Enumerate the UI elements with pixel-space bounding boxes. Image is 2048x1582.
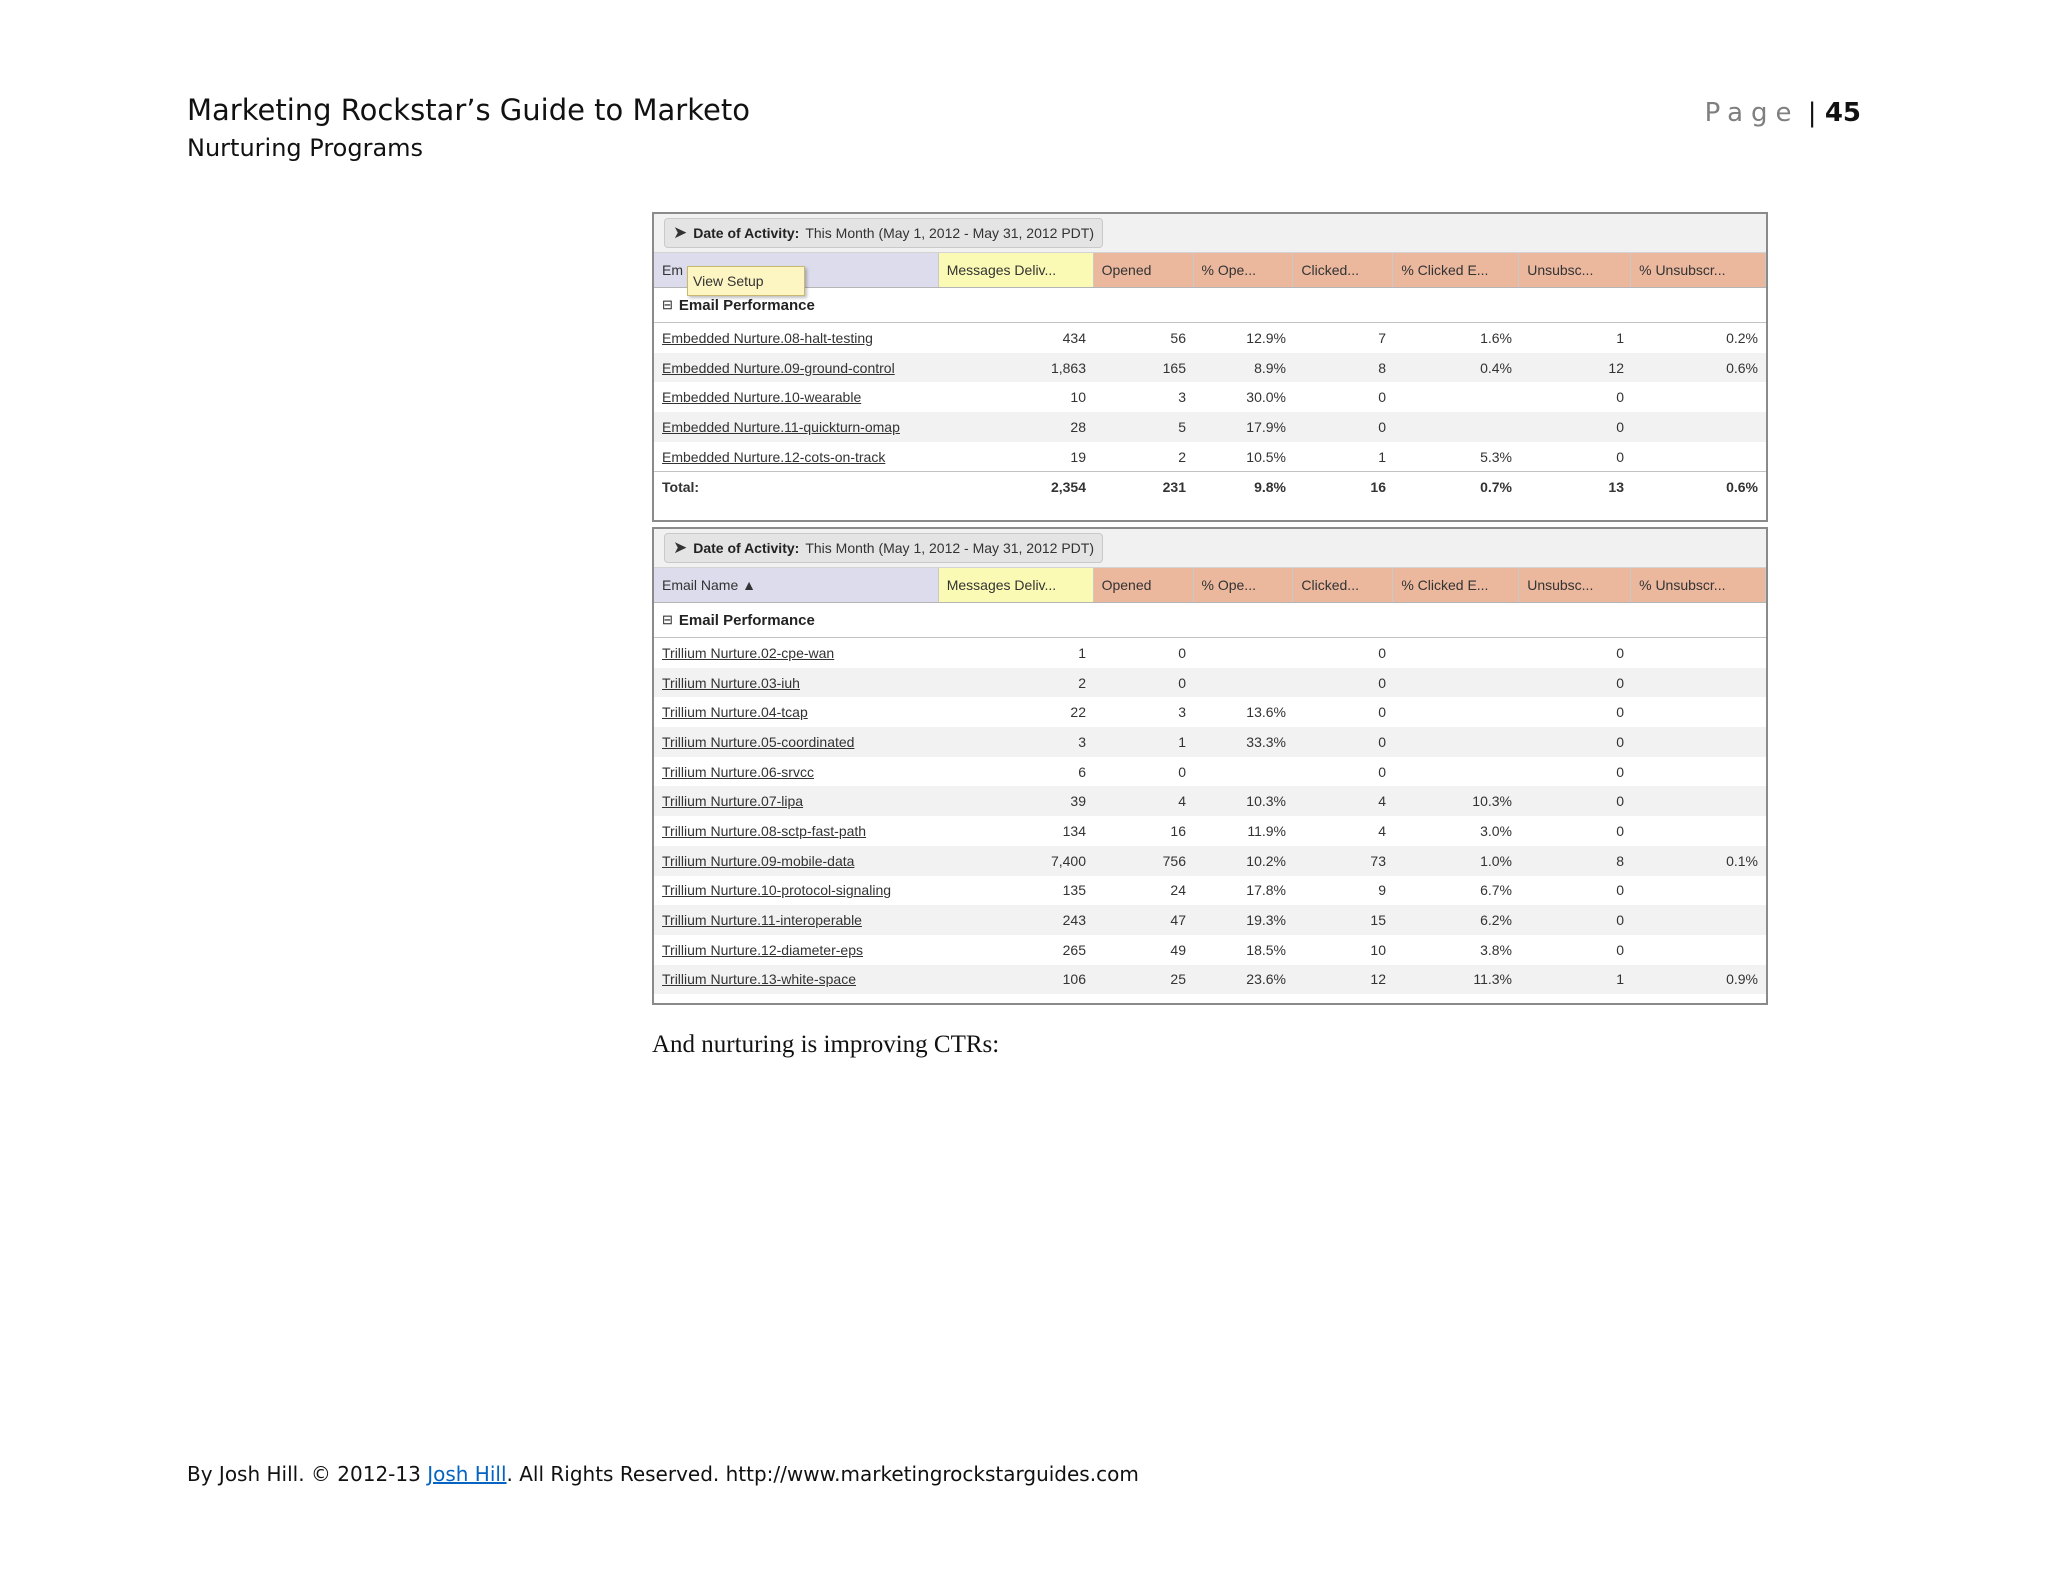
table-row (654, 727, 1766, 757)
page-number-label (1705, 98, 1861, 128)
table-row (654, 876, 1766, 906)
cell-email-name (654, 846, 939, 876)
cell-pct-clicked: 5.3% (1480, 448, 1512, 465)
table-row (654, 412, 1766, 442)
email-name-link[interactable]: Embedded Nurture.09-ground-control (662, 359, 895, 376)
cell-pct-opened: 10.5% (1246, 448, 1286, 465)
cell-messages-delivered: 28 (939, 412, 1094, 442)
cell-opened: 4 (1094, 786, 1194, 816)
author-link[interactable]: Josh Hill (427, 1462, 507, 1486)
cell-pct-unsubscribed (1632, 382, 1766, 412)
cell-opened: 56 (1170, 329, 1186, 346)
performance-table-1 (654, 323, 1766, 502)
cell-pct-clicked: 6.7% (1480, 882, 1512, 899)
column-header-pct-opened[interactable]: % Ope... (1194, 253, 1294, 287)
date-filter-label: Date of Activity: (693, 225, 800, 241)
cell-opened: 47 (1094, 905, 1194, 935)
cell-pct-unsubscribed: 0.2% (1726, 329, 1758, 346)
column-header-clicked[interactable]: Clicked... (1293, 568, 1393, 602)
cell-email-name (654, 905, 939, 935)
total-pct-unsubscribed: 0.6% (1632, 472, 1766, 502)
cell-clicked: 0 (1378, 704, 1386, 721)
date-filter-pill[interactable] (664, 533, 1103, 563)
total-row (654, 472, 1766, 502)
table-row (654, 816, 1766, 846)
email-name-link[interactable]: Trillium Nurture.03-iuh (662, 674, 800, 691)
cell-unsubscribed: 0 (1616, 882, 1624, 899)
date-filter-bar (654, 529, 1766, 568)
cell-unsubscribed: 0 (1616, 704, 1624, 721)
total-clicked: 16 (1294, 472, 1394, 502)
date-filter-pill[interactable] (664, 218, 1103, 248)
email-name-link[interactable]: Embedded Nurture.10-wearable (662, 389, 862, 406)
cell-clicked: 73 (1294, 846, 1394, 876)
cell-unsubscribed: 0 (1616, 763, 1624, 780)
cell-pct-opened: 33.3% (1194, 727, 1294, 757)
cell-messages-delivered: 134 (1062, 822, 1086, 839)
cell-messages-delivered: 1,863 (939, 353, 1094, 383)
cell-opened: 0 (1178, 763, 1186, 780)
section-label: Email Performance (678, 296, 815, 314)
column-header-unsubscribed[interactable]: Unsubsc... (1519, 253, 1631, 287)
performance-table-2 (654, 638, 1766, 994)
cell-email-name (654, 786, 939, 816)
table-row (654, 905, 1766, 935)
column-header-pct-clicked[interactable]: % Clicked E... (1393, 253, 1519, 287)
cell-opened: 3 (1178, 704, 1186, 721)
cell-unsubscribed: 8 (1520, 846, 1632, 876)
cell-clicked: 0 (1294, 412, 1394, 442)
cell-unsubscribed: 0 (1520, 786, 1632, 816)
cell-email-name (654, 757, 939, 787)
cell-messages-delivered: 135 (1062, 882, 1086, 899)
cell-clicked: 4 (1294, 786, 1394, 816)
table-row (654, 638, 1766, 668)
cell-clicked: 0 (1294, 668, 1394, 698)
email-name-link[interactable]: Embedded Nurture.08-halt-testing (662, 329, 873, 346)
cell-pct-clicked (1394, 638, 1520, 668)
cell-opened: 16 (1170, 822, 1186, 839)
cell-clicked: 0 (1378, 644, 1386, 661)
cell-messages-delivered: 6 (1078, 763, 1086, 780)
cell-unsubscribed: 0 (1616, 941, 1624, 958)
cell-email-name (654, 697, 939, 727)
cell-messages-delivered: 22 (1070, 704, 1086, 721)
email-name-link[interactable]: Trillium Nurture.09-mobile-data (662, 852, 855, 869)
email-performance-report-2 (652, 527, 1768, 1005)
cell-unsubscribed: 0 (1520, 727, 1632, 757)
cell-unsubscribed: 0 (1616, 448, 1624, 465)
cell-messages-delivered: 243 (939, 905, 1094, 935)
cell-messages-delivered: 39 (939, 786, 1094, 816)
cell-opened: 24 (1170, 882, 1186, 899)
email-name-link[interactable]: Trillium Nurture.02-cpe-wan (662, 644, 835, 661)
cell-pct-unsubscribed (1632, 905, 1766, 935)
email-name-link[interactable]: Trillium Nurture.05-coordinated (662, 733, 855, 750)
column-header-clicked[interactable]: Clicked... (1293, 253, 1393, 287)
cell-clicked: 15 (1294, 905, 1394, 935)
cell-pct-opened: 10.3% (1194, 786, 1294, 816)
cell-messages-delivered: 7,400 (939, 846, 1094, 876)
cell-messages-delivered: 434 (1062, 329, 1086, 346)
total-pct-opened: 9.8% (1194, 472, 1294, 502)
cell-pct-clicked (1394, 697, 1520, 727)
column-header-messages-delivered[interactable]: Messages Deliv... (939, 253, 1094, 287)
column-header-pct-unsubscribed[interactable]: % Unsubscr... (1631, 568, 1766, 602)
footer (187, 1462, 1139, 1486)
table-row (654, 935, 1766, 965)
collapse-icon[interactable]: ⊟ (662, 612, 673, 627)
document-title: Marketing Rockstar’s Guide to Marketo (187, 93, 750, 127)
cell-opened: 0 (1094, 668, 1194, 698)
cell-opened: 25 (1094, 965, 1194, 995)
cell-pct-opened: 18.5% (1246, 941, 1286, 958)
table-row (654, 786, 1766, 816)
footer-text-rest: . All Rights Reserved. http://www.marketingrockstarguides.com (506, 1462, 1139, 1486)
cell-email-name (654, 935, 939, 965)
pin-icon: ➤ (673, 223, 688, 242)
cell-email-name (654, 668, 939, 698)
cell-pct-opened: 12.9% (1246, 329, 1286, 346)
cell-pct-unsubscribed: 0.9% (1632, 965, 1766, 995)
cell-opened: 49 (1170, 941, 1186, 958)
section-email-performance[interactable] (654, 603, 1766, 638)
cell-email-name (654, 816, 939, 846)
email-name-link[interactable]: Trillium Nurture.04-tcap (662, 704, 808, 721)
view-setup-tooltip[interactable]: View Setup (687, 266, 805, 296)
date-filter-value: This Month (May 1, 2012 - May 31, 2012 PDT) (805, 225, 1094, 241)
cell-email-name (654, 382, 939, 412)
cell-pct-clicked (1394, 668, 1520, 698)
cell-clicked: 0 (1378, 389, 1386, 406)
cell-pct-clicked (1394, 382, 1520, 412)
cell-pct-clicked: 6.2% (1394, 905, 1520, 935)
cell-unsubscribed: 0 (1520, 905, 1632, 935)
cell-email-name (654, 727, 939, 757)
cell-email-name (654, 442, 939, 472)
column-header-row (654, 253, 1766, 288)
page-label: Page (1704, 98, 1800, 128)
date-filter-label: Date of Activity: (693, 540, 800, 556)
cell-pct-opened: 23.6% (1194, 965, 1294, 995)
section-email-performance[interactable] (654, 288, 1766, 323)
column-header-row (654, 568, 1766, 603)
cell-pct-unsubscribed: 0.6% (1632, 353, 1766, 383)
footer-text: By Josh Hill. © 2012-13 (187, 1462, 428, 1486)
body-caption: And nurturing is improving CTRs: (652, 1031, 1000, 1058)
column-header-messages-delivered[interactable]: Messages Deliv... (939, 568, 1094, 602)
table-row (654, 965, 1766, 995)
cell-unsubscribed: 12 (1520, 353, 1632, 383)
cell-unsubscribed: 0 (1520, 412, 1632, 442)
cell-pct-unsubscribed: 0.1% (1632, 846, 1766, 876)
cell-pct-opened: 17.8% (1246, 882, 1286, 899)
cell-clicked: 4 (1378, 822, 1386, 839)
email-name-link[interactable]: Trillium Nurture.13-white-space (662, 971, 856, 988)
cell-email-name (654, 876, 939, 906)
cell-pct-opened: 30.0% (1246, 389, 1286, 406)
cell-email-name (654, 965, 939, 995)
column-header-email-name[interactable]: Em (654, 253, 939, 287)
cell-opened: 2 (1178, 448, 1186, 465)
cell-pct-unsubscribed (1632, 668, 1766, 698)
cell-opened: 3 (1178, 389, 1186, 406)
cell-messages-delivered: 1 (1078, 644, 1086, 661)
cell-pct-opened: 17.9% (1194, 412, 1294, 442)
cell-messages-delivered: 10 (1070, 389, 1086, 406)
cell-email-name (654, 412, 939, 442)
cell-unsubscribed: 0 (1616, 389, 1624, 406)
total-email-name: Total: (654, 472, 939, 502)
cell-pct-unsubscribed (1632, 876, 1766, 906)
column-header-pct-clicked[interactable]: % Clicked E... (1393, 568, 1519, 602)
email-name-link[interactable]: Trillium Nurture.07-lipa (662, 793, 804, 810)
date-filter-bar (654, 214, 1766, 253)
cell-opened: 1 (1094, 727, 1194, 757)
total-opened: 231 (1094, 472, 1194, 502)
cell-pct-clicked (1394, 757, 1520, 787)
email-name-link[interactable]: Trillium Nurture.11-interoperable (662, 912, 862, 929)
cell-messages-delivered: 265 (1062, 941, 1086, 958)
cell-pct-opened (1194, 638, 1294, 668)
cell-unsubscribed: 1 (1616, 329, 1624, 346)
table-row (654, 442, 1766, 472)
section-label: Email Performance (678, 611, 815, 629)
column-header-opened[interactable]: Opened (1094, 253, 1194, 287)
table-row (654, 382, 1766, 412)
cell-pct-opened: 19.3% (1194, 905, 1294, 935)
cell-pct-unsubscribed (1632, 638, 1766, 668)
total-messages-delivered: 2,354 (939, 472, 1094, 502)
cell-messages-delivered: 19 (1070, 448, 1086, 465)
cell-pct-clicked: 3.0% (1480, 822, 1512, 839)
email-name-link[interactable]: Trillium Nurture.12-diameter-eps (662, 941, 863, 958)
cell-pct-opened: 13.6% (1246, 704, 1286, 721)
cell-pct-unsubscribed (1632, 816, 1766, 846)
cell-clicked: 0 (1378, 763, 1386, 780)
cell-pct-opened: 11.9% (1247, 822, 1286, 839)
cell-pct-opened: 8.9% (1194, 353, 1294, 383)
total-pct-clicked: 0.7% (1394, 472, 1520, 502)
cell-email-name (654, 638, 939, 668)
cell-pct-unsubscribed (1632, 757, 1766, 787)
pin-icon: ➤ (673, 538, 688, 557)
cell-opened: 165 (1094, 353, 1194, 383)
cell-opened: 0 (1178, 644, 1186, 661)
cell-pct-unsubscribed (1632, 727, 1766, 757)
cell-pct-opened: 10.2% (1194, 846, 1294, 876)
email-name-link[interactable]: Embedded Nurture.12-cots-on-track (662, 448, 886, 465)
table-row (654, 353, 1766, 383)
cell-messages-delivered: 106 (939, 965, 1094, 995)
cell-clicked: 1 (1378, 448, 1386, 465)
table-row (654, 323, 1766, 353)
cell-pct-unsubscribed (1632, 935, 1766, 965)
cell-clicked: 9 (1378, 882, 1386, 899)
email-name-link[interactable]: Trillium Nurture.10-protocol-signaling (662, 882, 892, 899)
cell-pct-unsubscribed (1632, 412, 1766, 442)
cell-opened: 756 (1094, 846, 1194, 876)
cell-pct-clicked (1394, 727, 1520, 757)
total-unsubscribed: 13 (1520, 472, 1632, 502)
cell-pct-opened (1194, 757, 1294, 787)
cell-pct-clicked (1394, 412, 1520, 442)
cell-pct-clicked: 3.8% (1480, 941, 1512, 958)
cell-unsubscribed: 0 (1616, 822, 1624, 839)
table-row (654, 668, 1766, 698)
cell-email-name (654, 323, 939, 353)
cell-clicked: 12 (1294, 965, 1394, 995)
cell-pct-clicked: 1.6% (1480, 329, 1512, 346)
cell-unsubscribed: 0 (1520, 668, 1632, 698)
cell-pct-unsubscribed (1632, 786, 1766, 816)
cell-clicked: 0 (1294, 727, 1394, 757)
cell-clicked: 8 (1294, 353, 1394, 383)
cell-email-name (654, 353, 939, 383)
email-name-link[interactable]: Embedded Nurture.11-quickturn-omap (662, 418, 900, 435)
email-performance-report-1 (652, 212, 1768, 522)
cell-pct-clicked: 10.3% (1394, 786, 1520, 816)
cell-pct-clicked: 0.4% (1394, 353, 1520, 383)
cell-unsubscribed: 1 (1520, 965, 1632, 995)
cell-pct-unsubscribed (1632, 442, 1766, 472)
table-row (654, 757, 1766, 787)
email-name-link[interactable]: Trillium Nurture.06-srvcc (662, 763, 814, 780)
cell-pct-clicked: 1.0% (1394, 846, 1520, 876)
column-header-pct-opened[interactable]: % Ope... (1194, 568, 1294, 602)
cell-pct-clicked: 11.3% (1394, 965, 1520, 995)
email-name-link[interactable]: Trillium Nurture.08-sctp-fast-path (662, 822, 867, 839)
cell-pct-unsubscribed (1632, 697, 1766, 727)
cell-clicked: 10 (1370, 941, 1386, 958)
document-subtitle: Nurturing Programs (187, 134, 424, 162)
cell-clicked: 7 (1378, 329, 1386, 346)
cell-opened: 5 (1094, 412, 1194, 442)
page-separator: | (1799, 98, 1825, 128)
column-header-opened[interactable]: Opened (1094, 568, 1194, 602)
collapse-icon[interactable]: ⊟ (662, 297, 673, 312)
cell-unsubscribed: 0 (1616, 644, 1624, 661)
cell-messages-delivered: 2 (939, 668, 1094, 698)
column-header-unsubscribed[interactable]: Unsubsc... (1519, 568, 1631, 602)
column-header-email-name[interactable]: Email Name ▲ (654, 568, 939, 602)
column-header-pct-unsubscribed[interactable]: % Unsubscr... (1631, 253, 1766, 287)
cell-messages-delivered: 3 (939, 727, 1094, 757)
cell-pct-opened (1194, 668, 1294, 698)
table-row (654, 697, 1766, 727)
page-number: 45 (1824, 98, 1861, 128)
table-row (654, 846, 1766, 876)
date-filter-value: This Month (May 1, 2012 - May 31, 2012 PDT) (805, 540, 1094, 556)
